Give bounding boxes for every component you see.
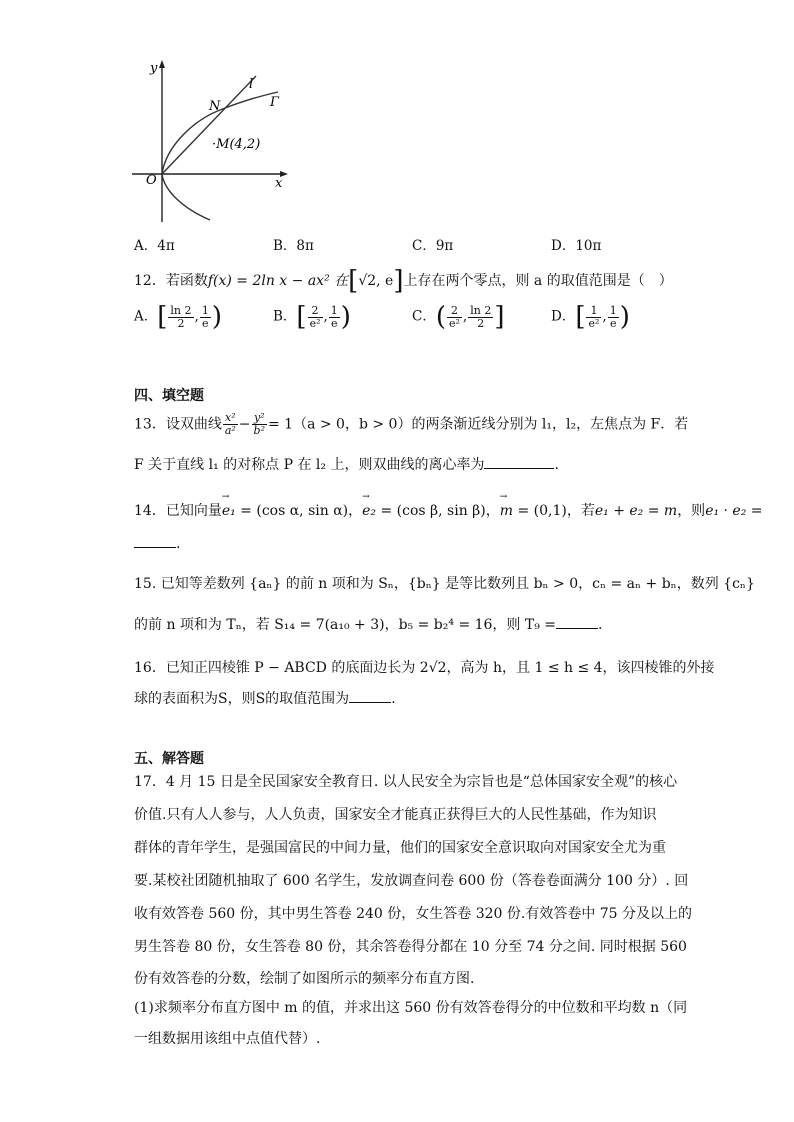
- q14-line1: 14．已知向量→ e₁ = (cos α, sin α)，→ e₂ = (cos β, sin β)，→ m = (0,1)，若e₁ + e₂ = m，则e₁ · e₂ =: [134, 500, 763, 520]
- q12-option-a: A．[ $\frac{\ln 2}{2}$ , $\frac{1}{e}$ ): [134, 302, 222, 332]
- q15-answer-blank[interactable]: [556, 618, 598, 629]
- q12-option-d: D．[ $\frac{1}{\text{e²}}$ , $\frac{1}{e}$ ): [551, 302, 630, 332]
- q12-interval-right: ]: [393, 266, 404, 296]
- vector-m: → m: [500, 503, 513, 519]
- q17-line: 一组数据用该组中点值代替）.: [134, 1031, 321, 1047]
- section-title-solutions: 五、解答题: [134, 751, 204, 767]
- option-bracket-left: [: [575, 302, 586, 332]
- option-bracket-left: [: [157, 302, 168, 332]
- section-title-fill-blank: 四、填空题: [134, 388, 204, 404]
- option-bracket-right: ): [340, 302, 351, 332]
- q17-line: 份有效答卷的分数，绘制了如图所示的频率分布直方图.: [134, 971, 475, 987]
- vector-e1: → e₁: [222, 503, 236, 519]
- option-bracket-right: ): [211, 302, 222, 332]
- q11-option-c: C．9π: [412, 238, 454, 254]
- q16-line1: 16．已知正四棱锥 P − ABCD 的底面边长为 2√2，高为 h，且 1 ≤ h ≤ 4，该四棱锥的外接: [134, 660, 715, 676]
- q15-line1: 15. 已知等差数列 {aₙ} 的前 n 项和为 Sₙ，{bₙ} 是等比数列且 bₙ > 0，cₙ = aₙ + bₙ，数列 {cₙ}: [134, 576, 755, 592]
- q12-prefix: 12．若函数: [134, 273, 208, 289]
- option-label: D．: [551, 308, 576, 325]
- q12-interval: √2, e: [358, 273, 394, 289]
- q14-answer-blank[interactable]: [134, 537, 176, 548]
- q13-line2: F 关于直线 l₁ 的对称点 P 在 l₂ 上，则双曲线的离心率为 .: [134, 457, 559, 473]
- function-graph: [132, 58, 292, 222]
- vector-e2: → e₂: [362, 503, 376, 519]
- line-l-label: l: [249, 77, 254, 92]
- q17-line: 价值.只有人人参与，人人负责，国家安全才能真正获得巨大的人民性基础，作为知识: [134, 807, 657, 823]
- option-bracket-right: ): [619, 302, 630, 332]
- y-axis-arrow: [159, 60, 165, 68]
- q17-line: 群体的青年学生，是强国富民的中间力量，他们的国家安全意识取向对国家安全尤为重: [134, 840, 666, 856]
- q17-line: 收有效答卷 560 份，其中男生答卷 240 份，女生答卷 320 份.有效答卷中 75 分及以上的: [134, 906, 693, 922]
- q12-option-b: B．[ $\frac{2}{\text{e²}}$ , $\frac{1}{e}$ ): [273, 302, 351, 332]
- q17-line: 17．4 月 15 日是全民国家安全教育日. 以人民安全为宗旨也是“总体国家安全观”的核心: [134, 774, 678, 790]
- q12-func: f(x) = 2ln x − ax² 在: [207, 273, 349, 289]
- q11-option-b: B．8π: [273, 238, 314, 254]
- point-m-label: ·M(4,2): [212, 137, 261, 152]
- q13-answer-blank[interactable]: [484, 458, 554, 469]
- point-n-label: N: [209, 99, 221, 114]
- q13-text-2: F 关于直线 l₁ 的对称点 P 在 l₂ 上，则双曲线的离心率为: [134, 457, 485, 473]
- q12-option-c: C．( $\frac{2}{\text{e²}}$ , $\frac{\ln 2}{2}$ ]: [412, 302, 505, 332]
- q13-line1: 13．设双曲线 $\frac{\text{x²}}{\text{a²}}$ − $\frac{\text{y²}}{\text{b²}}$ = 1（a > 0，b > 0）的两条渐近线分别为 l₁，l₂，左焦点为 F．若: [134, 411, 689, 437]
- q17-line: 要.某校社团随机抽取了 600 名学生，发放调查问卷 600 份（答卷卷面满分 100 分）. 回: [134, 873, 689, 889]
- y-axis-label: y: [150, 61, 158, 76]
- q14-line2: .: [134, 536, 180, 552]
- q17-line: 男生答卷 80 份，女生答卷 80 份，其余答卷得分都在 10 分至 74 分之间. 同时根据 560: [134, 939, 687, 955]
- q11-option-d: D．10π: [551, 238, 602, 254]
- q16-line2: 球的表面积为S，则S的取值范围为 .: [134, 691, 396, 707]
- line-l: [162, 76, 256, 174]
- q13-text: 13．设双曲线: [134, 416, 222, 433]
- option-bracket-left: (: [435, 302, 446, 332]
- q12-question: [134, 266, 673, 296]
- q12-suffix: 上存在两个零点，则 a 的取值范围是（ ）: [403, 273, 673, 289]
- curve-gamma-label: Γ: [270, 95, 280, 110]
- q13-text-b: = 1（a > 0，b > 0）的两条渐近线分别为 l₁，l₂，左焦点为 F．若: [267, 416, 689, 433]
- q11-option-a: A．4π: [134, 238, 175, 254]
- x-axis-label: x: [275, 176, 283, 191]
- q17-line: (1)求频率分布直方图中 m 的值，并求出这 560 份有效答卷得分的中位数和平均数 n（同: [134, 1000, 688, 1016]
- option-label: A．: [134, 308, 158, 325]
- q12-interval-left: [: [348, 266, 359, 296]
- q13-minus: −: [238, 416, 251, 433]
- option-bracket-left: [: [296, 302, 307, 332]
- q16-answer-blank[interactable]: [349, 692, 391, 703]
- option-label: B．: [273, 308, 297, 325]
- option-bracket-right: ]: [494, 302, 505, 332]
- option-label: C．: [412, 308, 436, 325]
- origin-label: O: [146, 173, 157, 188]
- q15-line2: 的前 n 项和为 Tₙ，若 S₁₄ = 7(a₁₀ + 3)，b₅ = b₂⁴ = 16，则 T₉ = .: [134, 617, 603, 633]
